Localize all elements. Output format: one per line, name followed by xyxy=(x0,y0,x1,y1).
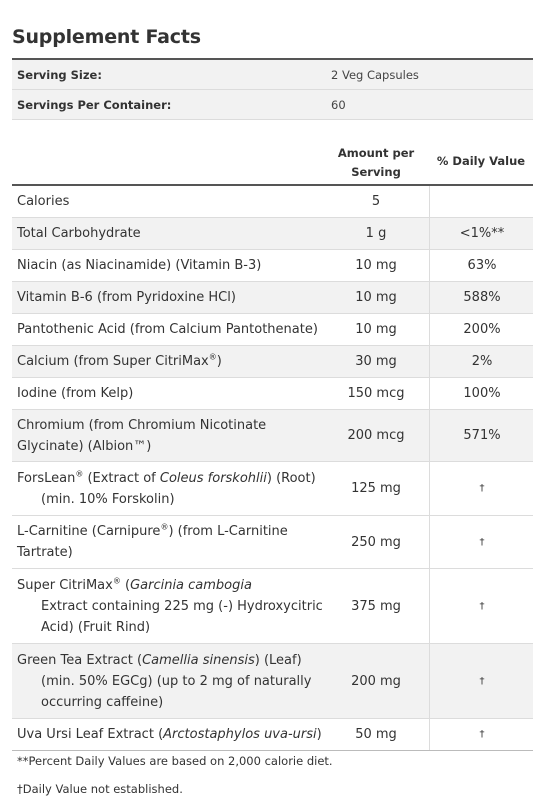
nutrient-name-line3: occurring caffeine) xyxy=(41,694,164,710)
table-row xyxy=(12,644,533,719)
table-row xyxy=(12,410,533,462)
nutrient-amount: 1 g xyxy=(365,226,387,241)
nutrient-name-text: Vitamin B-6 (from Pyridoxine HCl) xyxy=(17,290,236,305)
nutrient-amount: 250 mg xyxy=(351,534,401,550)
nutrient-name-line2: Extract containing 225 mg (-) Hydroxycitric xyxy=(41,598,323,614)
nutrient-table xyxy=(12,186,533,751)
table-row xyxy=(12,569,533,644)
nutrient-name-line3: Acid) (Fruit Rind) xyxy=(41,619,151,635)
dagger-footnote: †Daily Value not established. xyxy=(17,782,183,796)
nutrient-name-line2: Tartrate) xyxy=(17,545,73,560)
servings-per-container-value: 60 xyxy=(331,98,346,112)
nutrient-amount: 125 mg xyxy=(351,481,401,496)
nutrient-daily-value: <1%** xyxy=(429,218,534,249)
nutrient-amount: 200 mcg xyxy=(347,428,405,443)
nutrient-amount: 10 mg xyxy=(355,322,397,337)
registered-mark: ® xyxy=(160,522,169,532)
nutrient-name-line1: L-Carnitine (Carnipure®) (from L-Carnitine xyxy=(17,522,288,539)
nutrient-name xyxy=(17,644,325,718)
nutrient-name xyxy=(17,250,325,281)
nutrient-name-line1: ForsLean® (Extract of Coleus forskohlii) (Root) xyxy=(17,469,316,486)
nutrient-name-text: Total Carbohydrate xyxy=(17,226,141,241)
table-header xyxy=(12,140,533,186)
nutrient-name-line1: Super CitriMax® (Garcinia cambogia xyxy=(17,576,252,593)
nutrient-name xyxy=(17,346,325,377)
nutrient-daily-value: † xyxy=(429,516,534,568)
nutrient-amount: 200 mg xyxy=(351,673,401,689)
registered-mark: ® xyxy=(208,352,217,362)
serving-size-row xyxy=(12,60,533,90)
nutrient-name-line1: Chromium (from Chromium Nicotinate xyxy=(17,417,267,433)
nutrient-amount: 50 mg xyxy=(355,727,397,742)
nutrient-amount: 375 mg xyxy=(351,598,401,614)
nutrient-name-text: Niacin (as Niacinamide) (Vitamin B-3) xyxy=(17,258,262,273)
nutrient-amount: 10 mg xyxy=(355,258,397,273)
nutrient-name-line1: Green Tea Extract (Camellia sinensis) (Leaf) xyxy=(17,652,302,668)
nutrient-name xyxy=(17,569,325,643)
nutrient-daily-value: † xyxy=(429,569,534,643)
table-row xyxy=(12,346,533,378)
nutrient-name xyxy=(17,314,325,345)
nutrient-name xyxy=(17,186,325,217)
percent-daily-value-footnote: **Percent Daily Values are based on 2,000 calorie diet. xyxy=(17,754,333,768)
table-row xyxy=(12,516,533,569)
serving-info xyxy=(12,58,533,120)
nutrient-daily-value: † xyxy=(429,644,534,718)
nutrient-daily-value: 63% xyxy=(429,250,534,281)
serving-size-value: 2 Veg Capsules xyxy=(331,68,419,82)
nutrient-daily-value xyxy=(429,186,534,217)
amount-per-serving-header xyxy=(329,144,423,182)
servings-per-container-row xyxy=(12,90,533,120)
nutrient-name xyxy=(17,516,325,568)
table-row xyxy=(12,282,533,314)
nutrient-name-line2: (min. 50% EGCg) (up to 2 mg of naturally xyxy=(41,673,312,689)
amount-header-line2: Serving xyxy=(351,165,401,179)
nutrient-name-text: Uva Ursi Leaf Extract (Arctostaphylos uva-ursi) xyxy=(17,727,322,742)
serving-size-label: Serving Size: xyxy=(17,68,102,82)
table-row xyxy=(12,314,533,346)
nutrient-name xyxy=(17,378,325,409)
servings-per-container-label: Servings Per Container: xyxy=(17,98,172,112)
nutrient-name xyxy=(17,462,325,515)
panel-title: Supplement Facts xyxy=(12,26,201,48)
nutrient-amount: 10 mg xyxy=(355,290,397,305)
nutrient-name xyxy=(17,282,325,313)
nutrient-name-text: Calcium (from Super CitriMax®) xyxy=(17,352,222,369)
nutrient-daily-value: 571% xyxy=(429,410,534,461)
nutrient-daily-value: † xyxy=(429,462,534,515)
nutrient-name-line2: Glycinate) (Albion™) xyxy=(17,438,152,454)
nutrient-daily-value: 2% xyxy=(429,346,534,377)
nutrient-amount: 30 mg xyxy=(355,354,397,369)
table-row xyxy=(12,186,533,218)
nutrient-name xyxy=(17,218,325,249)
nutrient-daily-value: 588% xyxy=(429,282,534,313)
nutrient-name-text: Pantothenic Acid (from Calcium Pantothenate) xyxy=(17,322,318,337)
nutrient-amount: 5 xyxy=(371,194,381,209)
nutrient-name xyxy=(17,719,325,750)
table-row xyxy=(12,462,533,516)
daily-value-header: % Daily Value xyxy=(436,154,526,168)
nutrient-amount: 150 mcg xyxy=(347,386,405,401)
table-row xyxy=(12,250,533,282)
nutrient-daily-value: † xyxy=(429,719,534,750)
nutrient-daily-value: 100% xyxy=(429,378,534,409)
nutrient-name-text: Calories xyxy=(17,194,70,209)
amount-header-line1: Amount per xyxy=(337,146,415,160)
registered-mark: ® xyxy=(75,469,84,479)
nutrient-name-text: Iodine (from Kelp) xyxy=(17,386,134,401)
table-row xyxy=(12,719,533,751)
nutrient-name xyxy=(17,410,325,461)
nutrient-name-line2: (min. 10% Forskolin) xyxy=(41,491,175,507)
table-row xyxy=(12,378,533,410)
table-row xyxy=(12,218,533,250)
registered-mark: ® xyxy=(112,576,121,586)
nutrient-daily-value: 200% xyxy=(429,314,534,345)
